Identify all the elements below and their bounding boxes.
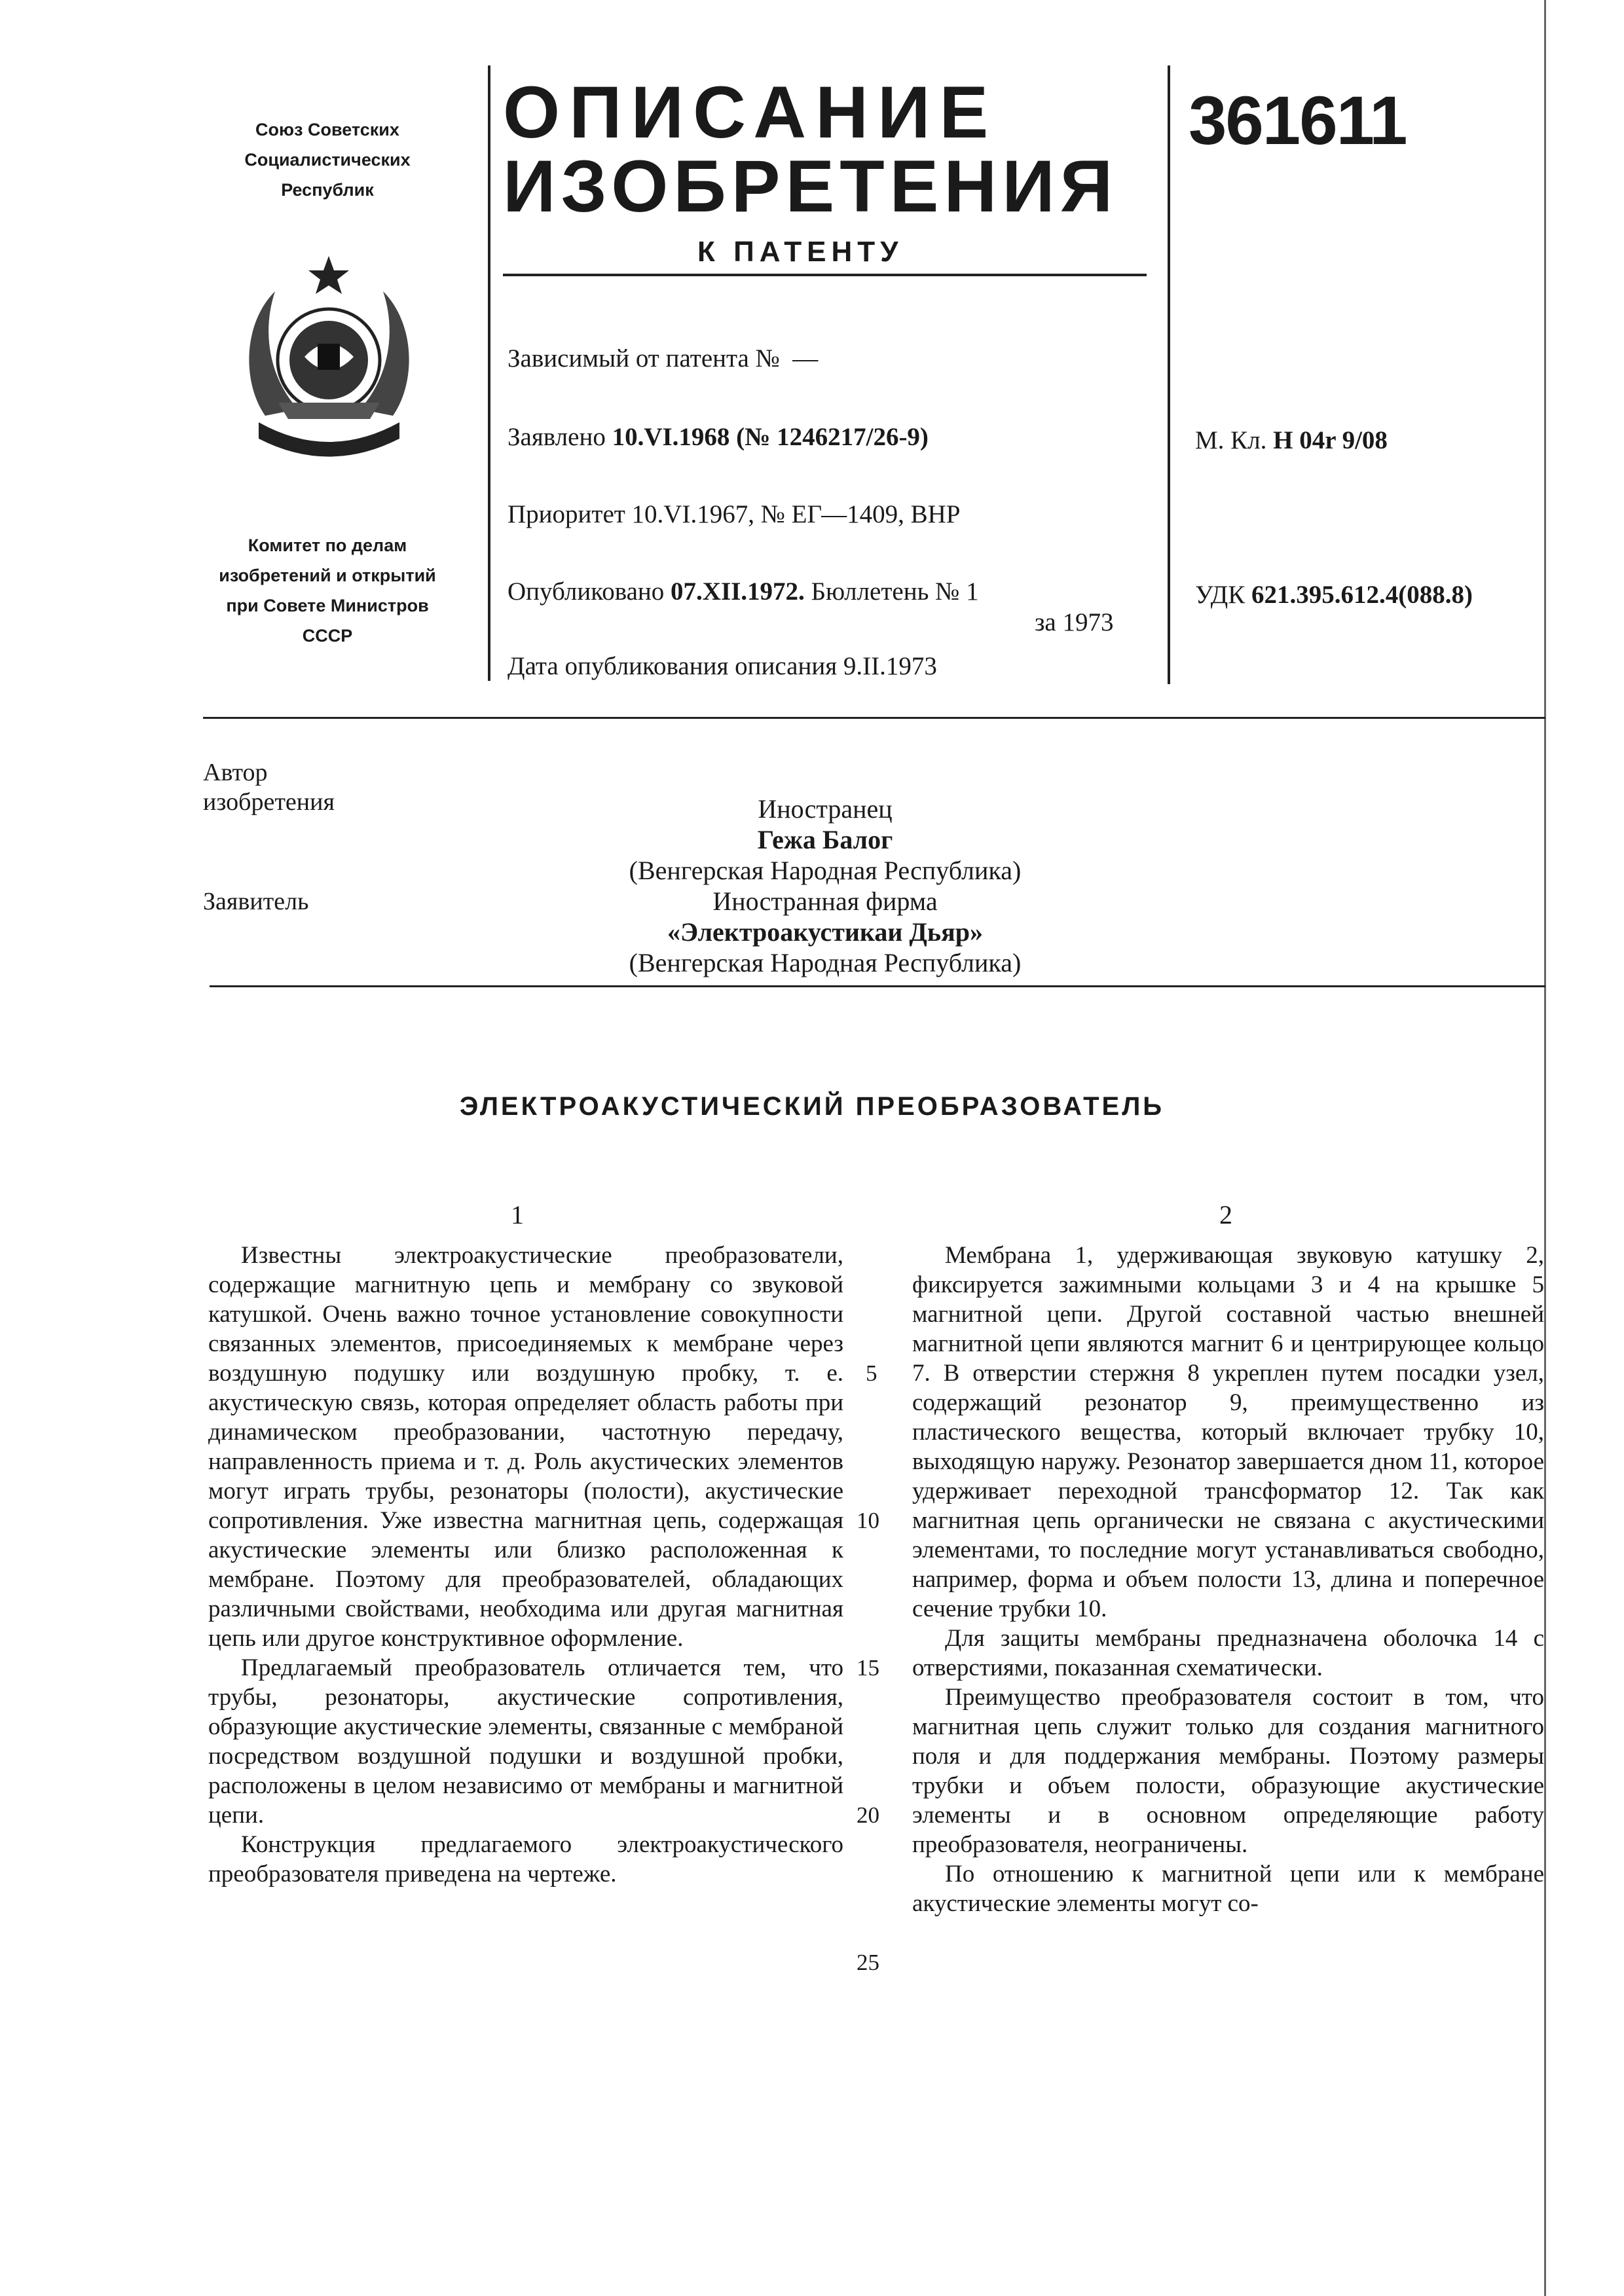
published: Опубликовано 07.XII.1972. Бюллетень № 1 bbox=[507, 577, 979, 606]
paragraph: Конструкция предлагаемого электроакустического преобразователя приведена на чертеже. bbox=[208, 1831, 843, 1887]
committee-name: Комитет по делам изобретений и открытий при Совете Министров СССР bbox=[219, 536, 436, 646]
author-label: Автор изобретения bbox=[203, 759, 335, 816]
union-name: Союз Советских Социалистических Республик bbox=[244, 120, 411, 200]
page-edge-line bbox=[1544, 0, 1546, 2296]
bulletin-year: за 1973 bbox=[1035, 608, 1114, 636]
line-number: 20 bbox=[857, 1802, 879, 1828]
title-rule bbox=[503, 274, 1147, 276]
column-1 bbox=[208, 1241, 843, 1889]
document-title-line1: ОПИСАНИЕ bbox=[503, 71, 998, 153]
applicant-name: «Электроакустикаи Дьяр» bbox=[667, 917, 983, 947]
state-emblem bbox=[239, 252, 419, 468]
column-2 bbox=[912, 1241, 1544, 1918]
paragraph: По отношению к магнитной цепи или к мембране акустические элементы могут со- bbox=[912, 1861, 1544, 1917]
document-subtitle: К ПАТЕНТУ bbox=[697, 236, 904, 268]
header-bottom-rule bbox=[203, 717, 1545, 719]
article-title: ЭЛЕКТРОАКУСТИЧЕСКИЙ ПРЕОБРАЗОВАТЕЛЬ bbox=[459, 1092, 1165, 1121]
applicant-label: Заявитель bbox=[203, 888, 309, 915]
header-divider-left bbox=[488, 65, 490, 681]
udk-class: УДК 621.395.612.4(088.8) bbox=[1195, 581, 1473, 609]
paragraph: Предлагаемый преобразователь отличается тем, что трубы, резонаторы, акустические сопротивления, образующие акустические элементы, связанные с мембраной посредством воздушной подушки и воздушной пробки, расположены в целом независимо от мембраны и магнитной цепи. bbox=[208, 1654, 843, 1829]
document-title-line2: ИЗОБРЕТЕНИЯ bbox=[503, 145, 1118, 227]
patent-number: 361611 bbox=[1189, 82, 1407, 159]
paragraph: Мембрана 1, удерживающая звуковую катушку 2, фиксируется зажимными кольцами 3 и 4 на крышке 5 магнитной цепи. Другой составной частью внешней магнитной цепи являются магнит 6 и центрирующее кольцо 7. В отверстии стержня 8 укреплен путем посадки узел, содержащий резонатор 9, преимущественно из пластического вещества, который включает трубку 10, выходящую наружу. Резонатор завершается дном 11, которое удерживает переходной трансформатор 12. Так как магнитная цепь органически не связана с акустическими элементами, то последние могут устанавливаться свободно, например, форма и объем полости 13, длина и поперечное сечение трубки 10. bbox=[912, 1242, 1544, 1622]
paragraph: Преимущество преобразователя состоит в том, что магнитная цепь служит только для создания магнитного поля и для поддержания мембраны. Поэтому размеры трубки и объем полости, образующие акустические элементы и в основном определяющие работу преобразователя, неограничены. bbox=[912, 1684, 1544, 1858]
author-name: Гежа Балог bbox=[757, 825, 893, 854]
paragraph: Для защиты мембраны предназначена оболочка 14 с отверстиями, показанная схематически. bbox=[912, 1625, 1544, 1681]
publication-date: Дата опубликования описания 9.II.1973 bbox=[507, 652, 937, 680]
filed-date: Заявлено 10.VI.1968 (№ 1246217/26-9) bbox=[507, 423, 929, 451]
dependent-patent: Зависимый от патента № — bbox=[507, 344, 819, 373]
header-divider-right bbox=[1168, 65, 1170, 684]
column-number-1: 1 bbox=[511, 1200, 524, 1230]
mkl-class: М. Кл. H 04r 9/08 bbox=[1195, 426, 1388, 454]
priority: Приоритет 10.VI.1967, № ЕГ—1409, ВНР bbox=[507, 500, 961, 528]
line-number: 15 bbox=[857, 1655, 879, 1681]
parties-bottom-rule bbox=[210, 985, 1545, 987]
parties-block: Иностранец Гежа Балог (Венгерская Народная Республика) Иностранная фирма «Электроакустикаи Дьяр» (Венгерская Народная Республика) bbox=[544, 793, 1107, 978]
column-number-2: 2 bbox=[1219, 1200, 1232, 1230]
line-number: 10 bbox=[857, 1508, 879, 1533]
paragraph: Известны электроакустические преобразователи, содержащие магнитную цепь и мембрану со звуковой катушкой. Очень важно точное установление совокупности связанных элементов, присоединяемых к мембране через воздушную подушку или воздушную пробку, т. е. акустическую связь, которая определяет область работы при динамическом преобразовании, частотную передачу, направленность приема и т. д. Роль акустических элементов могут играть трубы, резонаторы (полости), акустические сопротивления. Уже известна магнитная цепь, содержащая акустические элементы или близко расположенная к мембране. Поэтому для преобразователей, обладающих различными свойствами, необходима или другая магнитная цепь или другое конструктивное оформление. bbox=[208, 1242, 843, 1652]
line-number: 5 bbox=[866, 1360, 877, 1386]
line-number: 25 bbox=[857, 1950, 879, 1975]
